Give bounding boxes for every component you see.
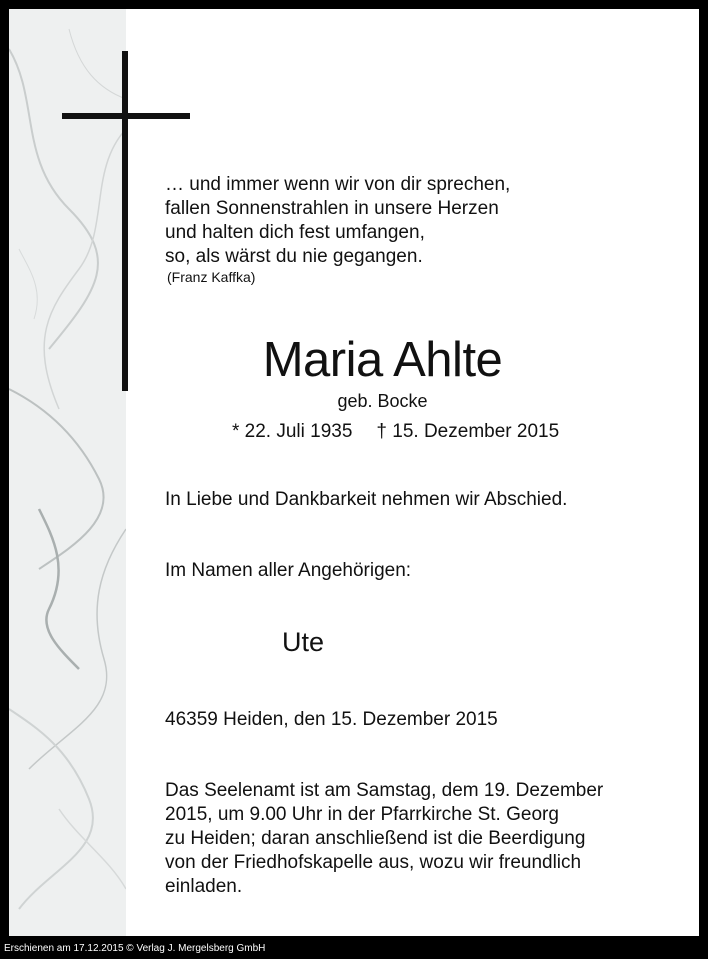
- place-date: 46359 Heiden, den 15. Dezember 2015: [165, 709, 498, 730]
- deceased-name: Maria Ahlte: [262, 333, 503, 387]
- relatives-intro: Im Namen aller Angehörigen:: [165, 560, 412, 581]
- funeral-line: Das Seelenamt ist am Samstag, dem 19. Dezember: [165, 780, 604, 801]
- marble-texture: [9, 9, 126, 936]
- birth-date: * 22. Juli 1935: [232, 421, 353, 442]
- farewell-text: In Liebe und Dankbarkeit nehmen wir Abschied.: [165, 489, 568, 510]
- funeral-info: [165, 779, 603, 899]
- funeral-line: einladen.: [165, 876, 243, 897]
- maiden-name: geb. Bocke: [337, 391, 428, 411]
- funeral-line: zu Heiden; daran anschließend ist die Beerdigung: [165, 828, 586, 849]
- poem: [165, 173, 510, 269]
- funeral-line: 2015, um 9.00 Uhr in der Pfarrkirche St. Georg: [165, 804, 559, 825]
- poem-author: (Franz Kaffka): [167, 269, 256, 285]
- funeral-line: von der Friedhofskapelle aus, wozu wir freundlich: [165, 852, 582, 873]
- cross-icon-bar: [62, 113, 190, 119]
- publication-footer: Erschienen am 17.12.2015 © Verlag J. Mergelsberg GmbH: [4, 943, 266, 954]
- poem-line: so, als wärst du nie gegangen.: [165, 246, 423, 267]
- marble-strip: [9, 9, 126, 936]
- obituary-card: [9, 9, 699, 936]
- signer-name: Ute: [282, 627, 325, 657]
- poem-line: und halten dich fest umfangen,: [165, 222, 425, 243]
- death-date: † 15. Dezember 2015: [376, 421, 560, 442]
- poem-line: fallen Sonnenstrahlen in unsere Herzen: [165, 198, 499, 219]
- life-dates: [232, 421, 559, 443]
- poem-line: … und immer wenn wir von dir sprechen,: [165, 174, 511, 195]
